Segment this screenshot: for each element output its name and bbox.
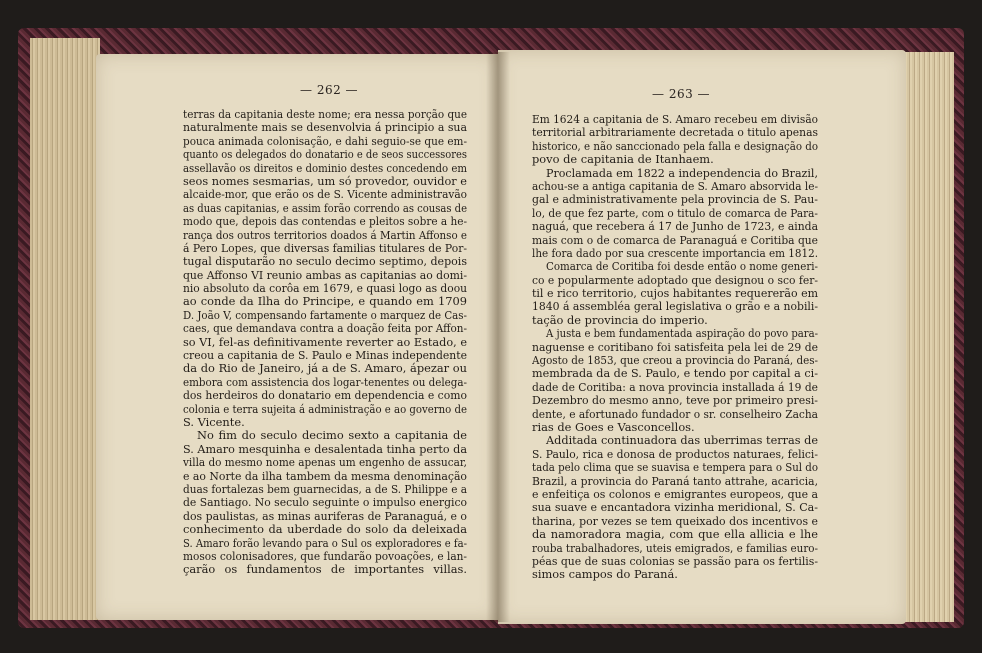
left-page-text-line: assellavão os direitos e dominio destes concedendo em (183, 161, 467, 175)
left-page-text-line: naturalmente mais se desenvolvia á principio a sua (183, 121, 467, 135)
left-page-text-line: colonia e terra sujeita á administração e ao governo de (183, 402, 467, 416)
right-page-text-line: Agosto de 1853, que creou a provincia do Paraná, des- (532, 354, 818, 368)
right-page-text-line: territorial arbitrariamente decretada o titulo apenas (532, 126, 818, 140)
left-page-text-line: mosos colonisadores, que fundarão povoações, e lan- (183, 549, 467, 563)
right-page-text-line: Additada continuadora das uberrimas terras de (546, 434, 818, 448)
right-page-text (532, 113, 818, 582)
page-edges-right (902, 52, 954, 622)
left-page-text-line: dos paulistas, as minas auriferas de Paranaguá, e o (183, 509, 467, 523)
right-page-text-line: mais com o de comarca de Paranaguá e Coritiba que (532, 233, 818, 247)
left-page-text-line: terras da capitania deste nome; era nessa porção que (183, 108, 467, 121)
left-page-text-line: villa do mesmo nome apenas um engenho de assucar, (183, 456, 467, 470)
left-page-text-line: as duas capitanias, e assim forão correndo as cousas de (183, 201, 467, 215)
left-page-text-line: da do Rio de Janeiro, já a de S. Amaro, ápezar ou (183, 362, 467, 376)
left-page-text-line: so VI, fel-as definitivamente reverter ao Estado, e (183, 335, 467, 349)
right-page-text-line: lhe fora dado por sua crescente importancia em 1812. (532, 246, 818, 260)
right-page-text-line: lo, de que fez parte, com o titulo de comarca de Para- (532, 206, 818, 220)
right-page-text-line: dente, e afortunado fundador o sr. conselheiro Zacha (532, 407, 818, 421)
right-page-text-line: povo de capitania de Itanhaem. (532, 153, 714, 167)
left-page-text-line: quanto os delegados do donatario e de seos successores (183, 148, 467, 162)
right-page-text-line: gal e administrativamente pela provincia de S. Pau- (532, 193, 818, 207)
left-page-text-line: tugal disputarão no seculo decimo septimo, depois (183, 255, 467, 269)
page-edges-left (30, 38, 100, 620)
right-page-text-line: tharina, por vezes se tem queixado dos incentivos e (532, 514, 818, 528)
left-page-text-line: embora com assistencia dos logar-tenentes ou delega- (183, 375, 467, 389)
left-page-text-line: dos herdeiros do donatario em dependencia e como (183, 389, 467, 403)
left-page-text-line: de Santiago. No seculo seguinte o impulso energico (183, 496, 467, 510)
right-page-text-line: naguense e coritibano foi satisfeita pela lei de 29 de (532, 340, 818, 354)
left-page-text-line: modo que, depois das contendas e pleitos sobre a he- (183, 215, 467, 229)
right-page-text-line: membrada da de S. Paulo, e tendo por capital a ci- (532, 367, 818, 381)
left-page-text-line: conhecimento da uberdade do solo da deleixada (183, 523, 467, 537)
right-page-text-line: A justa e bem fundamentada aspiração do povo para- (546, 327, 818, 341)
right-page-text-line: co e popularmente adoptado que designou o sco fer- (532, 273, 818, 287)
right-page-text-line: e enfeitiça os colonos e emigrantes europeos, que a (532, 487, 818, 501)
left-page-text-line: S. Amaro forão levando para o Sul os exploradores e fa- (183, 536, 467, 550)
right-page-text-line: simos campos do Paraná. (532, 568, 678, 582)
right-page-text-line: Em 1624 a capitania de S. Amaro recebeu em divisão (532, 113, 818, 126)
right-page-text-line: tada pelo clima que se suavisa e tempera para o Sul do (532, 461, 818, 475)
left-page-text-line: seos nomes sesmarias, um só provedor, ouvidor e (183, 174, 467, 188)
right-page-number: — 263 — (652, 87, 711, 101)
right-page-text-line: rias de Goes e Vasconcellos. (532, 420, 695, 434)
left-page-text-line: S. Vicente. (183, 415, 245, 429)
right-page-text-line: péas que de suas colonias se passão para os fertilis- (532, 554, 818, 568)
right-page-text-line: da namoradora magia, com que ella allicia e lhe (532, 528, 818, 542)
left-page-text-line: caes, que demandava contra a doação feita por Affon- (183, 322, 467, 336)
left-page-text-line: rança dos outros territorios doados á Martin Affonso e (183, 228, 467, 242)
right-page-text-line: dade de Coritiba: a nova provincia installada á 19 de (532, 380, 818, 394)
right-page-text-line: tação de provincia do imperio. (532, 313, 708, 327)
left-page-text-line: çarão os fundamentos de importantes villas. (183, 563, 467, 577)
right-page-text-line: S. Paulo, rica e donosa de productos naturaes, felici- (532, 447, 818, 461)
left-page-text-line: pouca animada colonisação, e dahi seguio-se que em- (183, 134, 467, 148)
left-page-text-line: e ao Norte da ilha tambem da mesma denominação (183, 469, 467, 483)
right-page-text-line: achou-se a antiga capitania de S. Amaro absorvida le- (532, 179, 818, 193)
left-page-text-line: nio absoluto da corôa em 1679, e quasi logo as doou (183, 282, 467, 296)
book-gutter (486, 52, 510, 622)
left-page-text-line: duas fortalezas bem guarnecidas, a de S. Philippe e a (183, 482, 467, 496)
left-page-text-line: No fim do seculo decimo sexto a capitania de (197, 429, 467, 443)
left-page-text-line: á Pero Lopes, que diversas familias titulares de Por- (183, 241, 467, 255)
left-page-text-line: ao conde da Ilha do Principe, e quando em 1709 (183, 295, 467, 309)
right-page-text-line: 1840 á assembléa geral legislativa o grão e a nobili- (532, 300, 818, 314)
left-page-text (183, 108, 467, 577)
right-page-text-line: historico, e não sanccionado pela falla e designação do (532, 139, 818, 153)
left-page-text-line: S. Amaro mesquinha e desalentada tinha perto da (183, 442, 467, 456)
right-page-text-line: Comarca de Coritiba foi desde então o nome generi- (546, 260, 818, 274)
right-page-text-line: Proclamada em 1822 a independencia do Brazil, (546, 166, 818, 180)
left-page-text-line: alcaide-mor, que erão os de S. Vicente administravão (183, 188, 467, 202)
left-page-number: — 262 — (300, 83, 359, 97)
right-page-text-line: rouba trabalhadores, uteis emigrados, e familias euro- (532, 541, 818, 555)
right-page-text-line: Dezembro do mesmo anno, teve por primeiro presi- (532, 394, 818, 408)
right-page-text-line: naguá, que recebera á 17 de Junho de 1723, e ainda (532, 220, 818, 234)
right-page-text-line: til e rico territorio, cujos habitantes requererão em (532, 287, 818, 301)
left-page-text-line: que Affonso VI reunio ambas as capitanias ao domi- (183, 268, 467, 282)
left-page-text-line: D. João V, compensando fartamente o marquez de Cas- (183, 308, 467, 322)
right-page-text-line: Brazil, a provincia do Paraná tanto attrahe, acaricia, (532, 474, 818, 488)
right-page-text-line: sua suave e encantadora vizinha meridional, S. Ca- (532, 501, 818, 515)
left-page-text-line: creou a capitania de S. Paulo e Minas independente (183, 349, 467, 363)
